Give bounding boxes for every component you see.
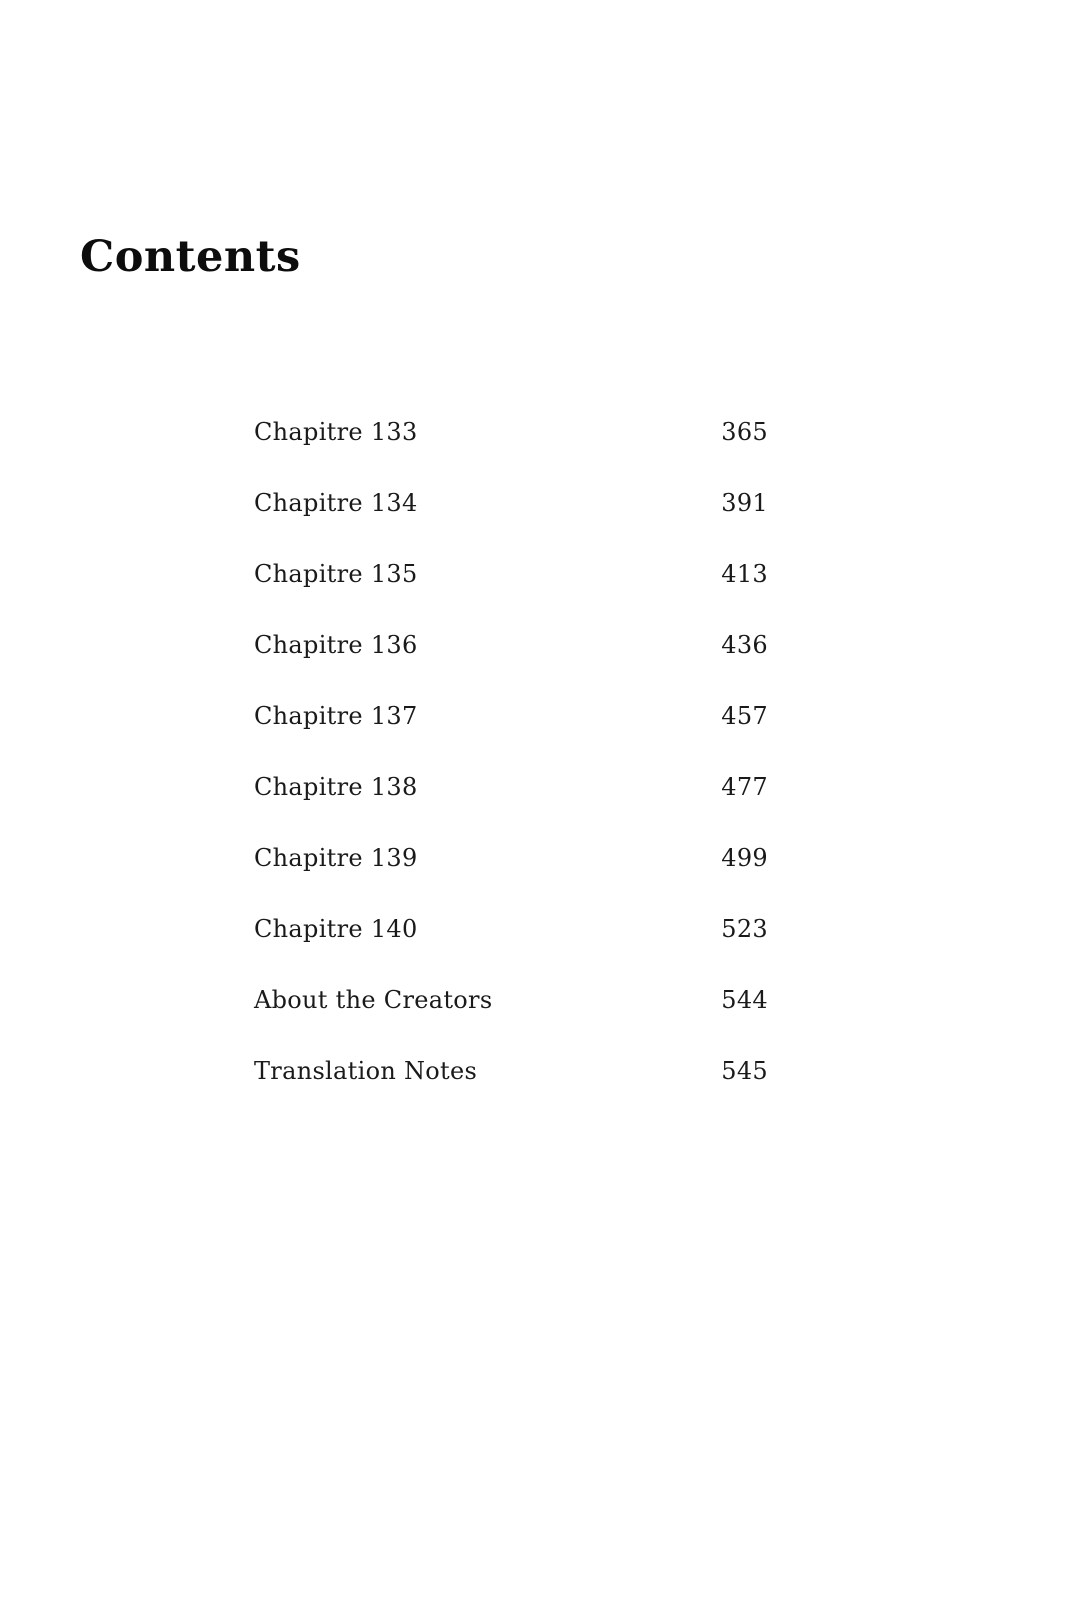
toc-entry-label: About the Creators — [254, 986, 493, 1014]
toc-entry-label: Chapitre 140 — [254, 915, 418, 943]
toc-entry-page-number: 391 — [721, 489, 768, 517]
toc-entry-chapitre-133[interactable] — [254, 418, 774, 489]
toc-entry-chapitre-137[interactable] — [254, 702, 774, 773]
toc-entry-chapitre-136[interactable] — [254, 631, 774, 702]
toc-entry-page-number: 365 — [721, 418, 768, 446]
toc-entry-chapitre-135[interactable] — [254, 560, 774, 631]
toc-entry-label: Chapitre 136 — [254, 631, 418, 659]
toc-entry-translation-notes[interactable] — [254, 1057, 774, 1128]
toc-entry-page-number: 413 — [721, 560, 768, 588]
toc-entry-label: Chapitre 137 — [254, 702, 418, 730]
toc-entry-label: Chapitre 135 — [254, 560, 418, 588]
toc-entry-label: Chapitre 138 — [254, 773, 418, 801]
toc-entry-page-number: 457 — [721, 702, 768, 730]
toc-entry-label: Chapitre 134 — [254, 489, 418, 517]
toc-entry-page-number: 544 — [721, 986, 768, 1014]
toc-entry-about-the-creators[interactable] — [254, 986, 774, 1057]
toc-entry-label: Translation Notes — [254, 1057, 478, 1085]
table-of-contents — [254, 418, 774, 1128]
toc-entry-page-number: 523 — [721, 915, 768, 943]
toc-entry-page-number: 499 — [721, 844, 768, 872]
toc-entry-page-number: 436 — [721, 631, 768, 659]
toc-entry-page-number: 477 — [721, 773, 768, 801]
toc-entry-label: Chapitre 133 — [254, 418, 418, 446]
page-title: Contents — [80, 232, 301, 282]
toc-entry-chapitre-138[interactable] — [254, 773, 774, 844]
toc-entry-chapitre-139[interactable] — [254, 844, 774, 915]
toc-entry-chapitre-140[interactable] — [254, 915, 774, 986]
toc-entry-label: Chapitre 139 — [254, 844, 418, 872]
toc-entry-chapitre-134[interactable] — [254, 489, 774, 560]
toc-entry-page-number: 545 — [721, 1057, 768, 1085]
